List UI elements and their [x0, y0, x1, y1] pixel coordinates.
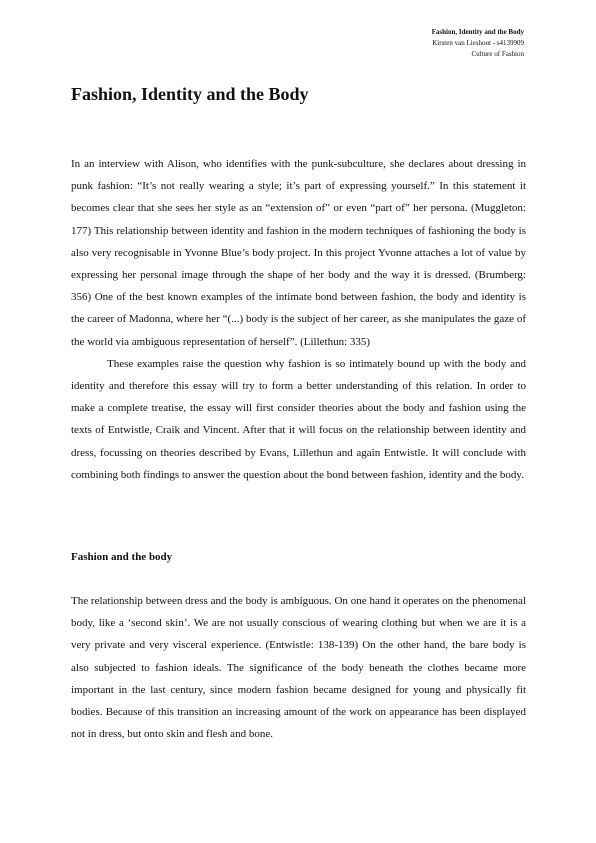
section-paragraph: The relationship between dress and the body is ambiguous. On one hand it operates on the phenomenal body, like a ‘second skin’. We are not usually conscious of wearing clothing but when we are it is a very private and very visceral experience. (Entwistle: 138-139) On the other hand, the bare body is also subjected to fashion ideals. The significance of the body beneath the clothes became more important in the last century, since modern fashion became designed for young and physically fit bodies. Because of this transition an increasing amount of the work on appearance has been displayed not in dress, but onto skin and flesh and bone.: [71, 595, 526, 741]
intro-paragraph-2: These examples raise the question why fashion is so intimately bound up with the body and identity and therefore this essay will try to form a better understanding of this relation. In order to make a complete treatise, the essay will first consider theories about the body and fashion using the texts of Entwistle, Craik and Vincent. After that it will focus on the relationship between identity and dress, focussing on theories described by Evans, Lillethun and again Entwistle. It will conclude with combining both findings to answer the question about the bond between fashion, identity and the body.: [71, 357, 526, 481]
header-course: Culture of Fashion: [471, 50, 524, 58]
document-title: Fashion, Identity and the Body: [71, 84, 309, 104]
header-title: Fashion, Identity and the Body: [431, 28, 524, 36]
section-heading: Fashion and the body: [71, 551, 173, 563]
header-author: Kirsten van Lieshout - s4139909: [432, 39, 524, 47]
introduction: [71, 153, 526, 486]
running-header: [432, 27, 524, 60]
section-body: [71, 590, 526, 745]
intro-paragraph-1: In an interview with Alison, who identifies with the punk-subculture, she declares about dressing in punk fashion: “It’s not really wearing a style; it’s part of expressing yourself.” In this statement it becomes clear that she sees her style as an “extension of” or even “part of” her persona. (Muggleton: 177) This relationship between identity and fashion in the modern techniques of fashioning the body is also very recognisable in Yvonne Blue’s body project. In this project Yvonne attaches a lot of value by expressing her personal image through the shape of her body and the way it is dressed. (Brumberg: 356) One of the best known examples of the intimate bond between fashion, the body and identity is the career of Madonna, where her “(...) body is the subject of her career, as she manipulates the gaze of the world via ambiguous representation of herself”. (Lillethun: 335): [71, 158, 526, 348]
